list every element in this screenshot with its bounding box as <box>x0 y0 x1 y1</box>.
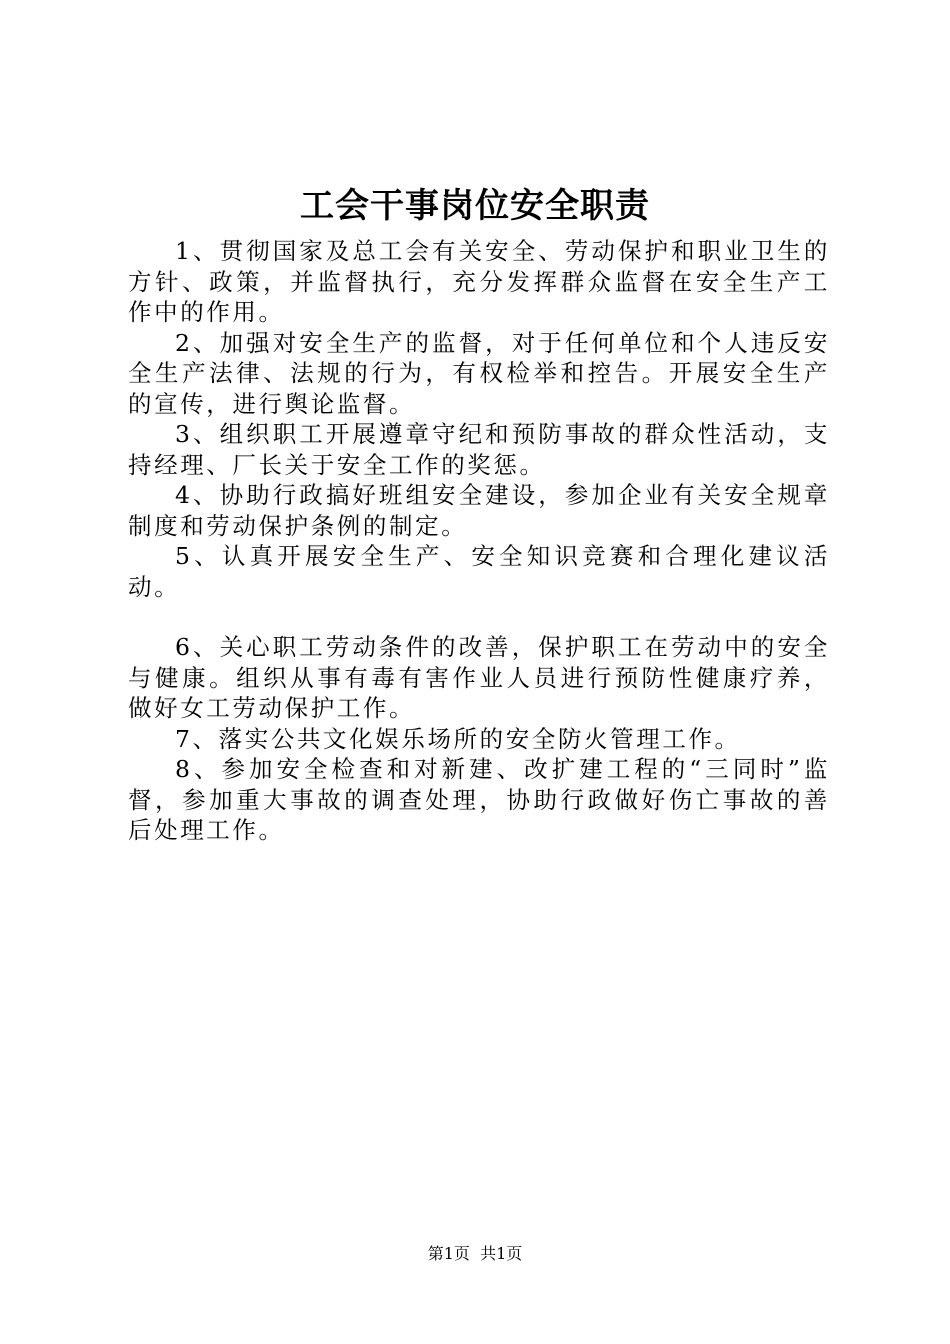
document-body <box>128 236 830 846</box>
paragraph-5: 5、认真开展安全生产、安全知识竞赛和合理化建议活动。 <box>128 542 830 601</box>
page-footer: 第1页 共1页 <box>427 1244 523 1263</box>
paragraph-7: 7、落实公共文化娱乐场所的安全防火管理工作。 <box>175 724 741 753</box>
paragraph-3: 3、组织职工开展遵章守纪和预防事故的群众性活动，支持经理、厂长关于安全工作的奖惩。 <box>128 420 830 479</box>
document-title: 工会干事岗位安全职责 <box>300 186 650 226</box>
paragraph-6: 6、关心职工劳动条件的改善，保护职工在劳动中的安全与健康。组织从事有毒有害作业人员进行预防性健康疗养，做好女工劳动保护工作。 <box>128 633 830 722</box>
paragraph-2: 2、加强对安全生产的监督，对于任何单位和个人违反安全生产法律、法规的行为，有权检举和控告。开展安全生产的宣传，进行舆论监督。 <box>128 328 830 418</box>
paragraph-1: 1、贯彻国家及总工会有关安全、劳动保护和职业卫生的方针、政策，并监督执行，充分发挥群众监督在安全生产工作中的作用。 <box>128 237 830 326</box>
paragraph-8: 8、参加安全检查和对新建、改扩建工程的“三同时”监督，参加重大事故的调查处理，协助行政做好伤亡事故的善后处理工作。 <box>128 755 830 844</box>
paragraph-4: 4、协助行政搞好班组安全建设，参加企业有关安全规章制度和劳动保护条例的制定。 <box>128 481 830 540</box>
